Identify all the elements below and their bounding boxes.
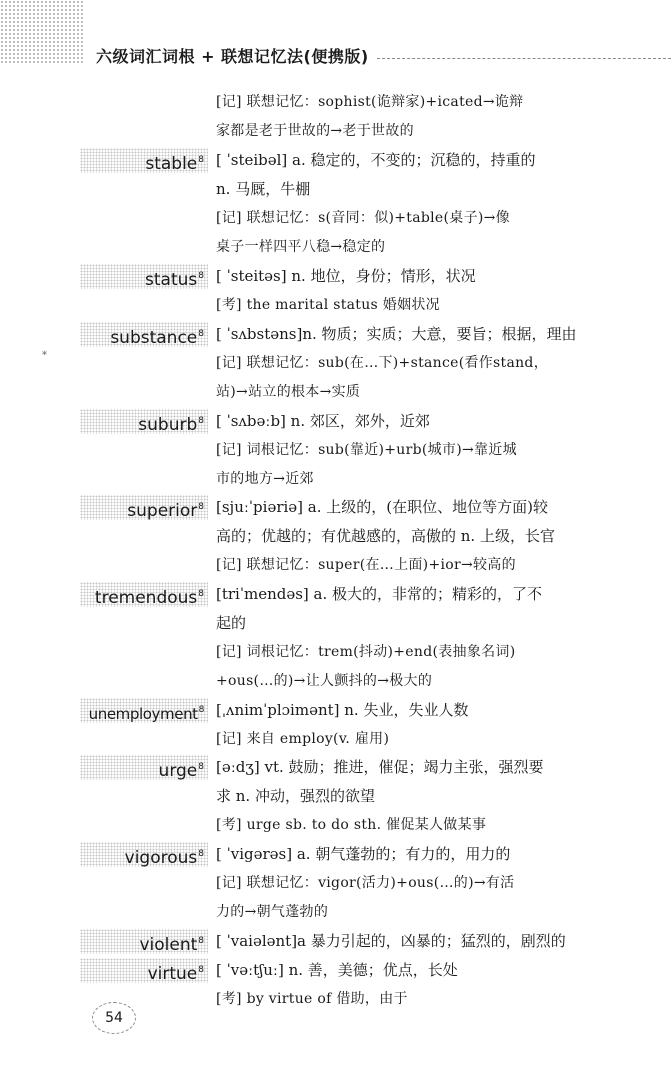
definition-line: [ ˈsteitəs] n. 地位，身份；情形，状况	[216, 267, 476, 285]
entry-line: 起的	[216, 614, 247, 632]
headword-substance	[80, 322, 208, 347]
entry-line: [记] 词根记忆：sub(靠近)+urb(城市)→靠近城	[216, 442, 517, 458]
headword-text: substance	[110, 328, 198, 348]
headword-unemployment	[80, 698, 208, 723]
headword-vigorous	[80, 842, 208, 867]
headword-text: virtue	[147, 964, 198, 984]
frequency-mark: 8	[198, 762, 204, 772]
entry-line: 桌子一样四平八稳→稳定的	[216, 239, 386, 255]
frequency-mark: 8	[198, 965, 204, 975]
headword-text: urge	[158, 761, 198, 781]
headword-text: violent	[139, 935, 198, 955]
definition-line: [ ˈsʌbəːb] n. 郊区，郊外，近郊	[216, 412, 430, 430]
headword-suburb	[80, 409, 208, 434]
intro-line: [记] 联想记忆：sophist(诡辩家)+icated→诡辩	[216, 94, 524, 110]
entry-line: [记] 联想记忆：s(音同：似)+table(桌子)→像	[216, 210, 510, 226]
entry-line: 市的地方→近郊	[216, 471, 314, 487]
entry-line: n. 马厩，牛棚	[216, 180, 311, 198]
headword-text: suburb	[138, 415, 198, 435]
frequency-mark: 8	[198, 589, 204, 599]
headword-text: status	[145, 270, 198, 290]
definition-line: [ ˈvəːtʃuː] n. 善，美德；优点，长处	[216, 961, 458, 979]
definition-line: [əːdʒ] vt. 鼓励；推进，催促；竭力主张，强烈要	[216, 758, 544, 776]
definition-line: [ ˈsʌbstəns]n. 物质；实质；大意，要旨；根据，理由	[216, 325, 577, 343]
definition-line: [ ˈsteibəl] a. 稳定的，不变的；沉稳的，持重的	[216, 151, 536, 169]
definition-line: [sjuːˈpiəriə] a. 上级的，(在职位、地位等方面)较	[216, 498, 548, 516]
entry-line: 站)→站立的根本→实质	[216, 384, 361, 400]
headword-status	[80, 264, 208, 289]
headword-superior	[80, 495, 208, 520]
frequency-mark: 8	[198, 502, 204, 512]
frequency-mark: 8	[198, 705, 204, 715]
headword-text: superior	[127, 501, 198, 521]
definition-line: [ ˈvaiələnt]a 暴力引起的，凶暴的；猛烈的，剧烈的	[216, 932, 566, 950]
frequency-mark: 8	[198, 849, 204, 859]
headword-tremendous	[80, 582, 208, 607]
entry-line: 高的；优越的；有优越感的，高傲的 n. 上级，长官	[216, 527, 555, 545]
corner-dot-pattern	[0, 0, 84, 64]
intro-line: 家都是老于世故的→老于世故的	[216, 123, 414, 139]
page-number: 54	[92, 1002, 136, 1034]
entry-line: [考] the marital status 婚姻状况	[216, 297, 440, 313]
entry-line: 求 n. 冲动，强烈的欲望	[216, 787, 375, 805]
entry-line: [记] 联想记忆：super(在…上面)+ior→较高的	[216, 557, 516, 573]
header-rule	[377, 58, 671, 59]
headword-text: vigorous	[124, 848, 198, 868]
entry-line: [考] by virtue of 借助，由于	[216, 991, 408, 1007]
entry-line: 力的→朝气蓬勃的	[216, 904, 329, 920]
frequency-mark: 8	[198, 271, 204, 281]
header-title: 六级词汇词根 + 联想记忆法(便携版)	[96, 46, 369, 66]
entry-line: [记] 联想记忆：sub(在…下)+stance(看作stand，	[216, 355, 548, 371]
page-header	[96, 43, 671, 67]
entry-line: [记] 联想记忆：vigor(活力)+ous(…的)→有活	[216, 875, 515, 891]
headword-text: unemployment	[88, 705, 198, 723]
margin-mark: *	[42, 350, 47, 361]
frequency-mark: 8	[198, 936, 204, 946]
headword-virtue	[80, 958, 208, 983]
frequency-mark: 8	[198, 416, 204, 426]
headword-text: tremendous	[94, 588, 198, 608]
headword-violent	[80, 929, 208, 954]
headword-stable	[80, 148, 208, 173]
frequency-mark: 8	[198, 329, 204, 339]
definition-line: [ˌʌnimˈplɔimənt] n. 失业，失业人数	[216, 701, 469, 719]
entry-line: +ous(…的)→让人颤抖的→极大的	[216, 673, 433, 689]
headword-text: stable	[145, 154, 198, 174]
definition-line: [triˈmendəs] a. 极大的，非常的；精彩的，了不	[216, 585, 543, 603]
entry-line: [记] 来自 employ(v. 雇用)	[216, 731, 390, 747]
headword-urge	[80, 755, 208, 780]
entry-line: [记] 词根记忆：trem(抖动)+end(表抽象名词)	[216, 644, 516, 660]
entry-line: [考] urge sb. to do sth. 催促某人做某事	[216, 817, 487, 833]
frequency-mark: 8	[198, 155, 204, 165]
definition-line: [ ˈvigərəs] a. 朝气蓬勃的；有力的，用力的	[216, 845, 511, 863]
